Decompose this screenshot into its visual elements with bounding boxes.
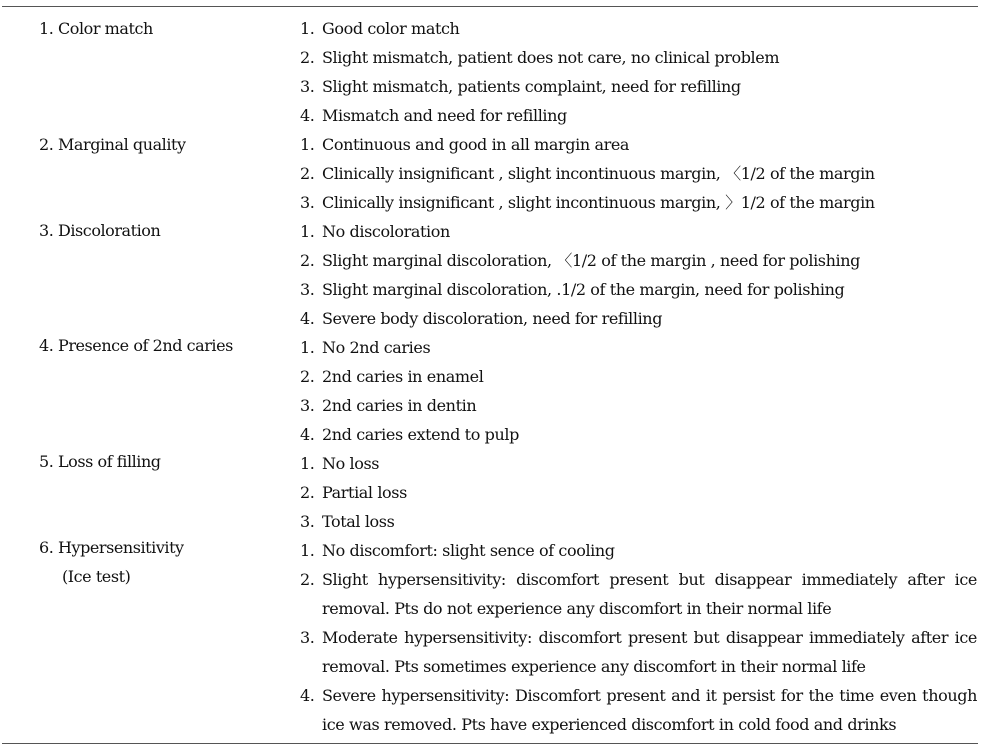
score-number: 3.	[300, 512, 315, 531]
score-item	[300, 507, 977, 536]
criterion-color-match	[39, 14, 299, 43]
criterion-second-caries	[39, 331, 299, 360]
score-number: 3.	[300, 193, 315, 212]
score-text: Slight marginal discoloration, 〈1/2 of the margin , need for polishing	[322, 251, 860, 270]
score-item	[300, 391, 977, 420]
score-item	[300, 43, 977, 72]
table-bottom-rule	[2, 743, 978, 744]
score-item	[300, 217, 977, 246]
score-number: 1.	[300, 222, 315, 241]
score-text: Mismatch and need for refilling	[322, 106, 567, 125]
score-number: 1.	[300, 338, 315, 357]
score-item	[300, 304, 977, 333]
score-number: 3.	[300, 77, 315, 96]
score-text: Severe body discoloration, need for refilling	[322, 309, 663, 328]
criterion-label: 4. Presence of 2nd caries	[39, 336, 233, 355]
score-number: 3.	[300, 280, 315, 299]
criterion-label: 3. Discoloration	[39, 221, 161, 240]
score-number: 2.	[300, 48, 315, 67]
scores-column	[300, 14, 977, 739]
score-item	[300, 159, 977, 188]
score-text: Moderate hypersensitivity: discomfort present but disappear immediately after ice removal. Pts sometimes experience any discomfort in their normal life	[322, 628, 977, 676]
score-number: 2.	[300, 570, 315, 589]
score-number: 4.	[300, 309, 315, 328]
score-number: 1.	[300, 454, 315, 473]
score-number: 1.	[300, 541, 315, 560]
score-text: No 2nd caries	[322, 338, 431, 357]
score-item	[300, 681, 977, 739]
score-text: 2nd caries in enamel	[322, 367, 484, 386]
score-item	[300, 130, 977, 159]
score-text: Total loss	[322, 512, 395, 531]
score-text: Slight hypersensitivity: discomfort present but disappear immediately after ice removal. Pts do not experience any discomfort in their normal life	[322, 570, 977, 618]
score-number: 3.	[300, 628, 315, 647]
score-number: 4.	[300, 686, 315, 705]
score-text: Slight mismatch, patients complaint, need for refilling	[322, 77, 741, 96]
score-item	[300, 246, 977, 275]
score-item	[300, 478, 977, 507]
score-item	[300, 536, 977, 565]
criterion-hypersensitivity	[39, 533, 299, 591]
score-text: No discoloration	[322, 222, 450, 241]
score-item	[300, 420, 977, 449]
score-item	[300, 362, 977, 391]
score-item	[300, 623, 977, 681]
score-item	[300, 72, 977, 101]
score-text: 2nd caries extend to pulp	[322, 425, 519, 444]
score-item	[300, 275, 977, 304]
score-text: Severe hypersensitivity: Discomfort present and it persist for the time even though ice was removed. Pts have experienced discomfort in cold food and drinks	[322, 686, 977, 734]
score-number: 2.	[300, 483, 315, 502]
criterion-sublabel: (Ice test)	[62, 567, 131, 586]
criterion-label: 1. Color match	[39, 19, 153, 38]
score-text: Clinically insignificant , slight incontinuous margin, 〉1/2 of the margin	[322, 193, 875, 212]
score-item	[300, 333, 977, 362]
criterion-label: 5. Loss of filling	[39, 452, 161, 471]
criterion-loss-of-filling	[39, 447, 299, 476]
score-item	[300, 188, 977, 217]
criterion-marginal-quality	[39, 130, 299, 159]
score-text: 2nd caries in dentin	[322, 396, 477, 415]
score-number: 4.	[300, 106, 315, 125]
score-text: No discomfort: slight sence of cooling	[322, 541, 615, 560]
score-number: 2.	[300, 367, 315, 386]
criterion-discoloration	[39, 216, 299, 245]
score-text: Slight mismatch, patient does not care, no clinical problem	[322, 48, 780, 67]
score-text: Continuous and good in all margin area	[322, 135, 630, 154]
score-number: 1.	[300, 19, 315, 38]
score-item	[300, 14, 977, 43]
score-text: Clinically insignificant , slight incontinuous margin, 〈1/2 of the margin	[322, 164, 875, 183]
table-top-rule	[2, 6, 978, 7]
criterion-label: 2. Marginal quality	[39, 135, 186, 154]
score-text: Good color match	[322, 19, 460, 38]
score-number: 2.	[300, 164, 315, 183]
score-item	[300, 101, 977, 130]
score-number: 1.	[300, 135, 315, 154]
score-number: 4.	[300, 425, 315, 444]
score-item	[300, 449, 977, 478]
score-item	[300, 565, 977, 623]
score-number: 2.	[300, 251, 315, 270]
criterion-label: 6. Hypersensitivity	[39, 538, 184, 557]
score-text: Partial loss	[322, 483, 407, 502]
score-text: No loss	[322, 454, 380, 473]
score-text: Slight marginal discoloration, .1/2 of the margin, need for polishing	[322, 280, 845, 299]
score-number: 3.	[300, 396, 315, 415]
